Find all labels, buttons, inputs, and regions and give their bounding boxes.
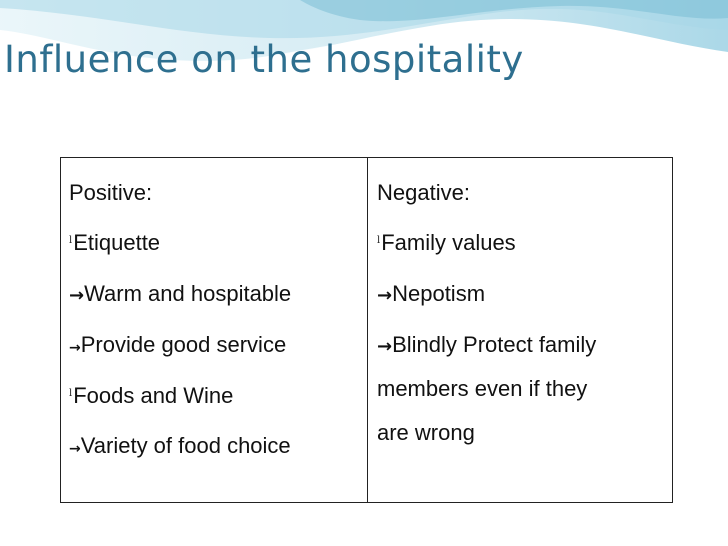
list-item bbox=[377, 332, 596, 358]
list-item-text: Etiquette bbox=[73, 230, 161, 255]
arrow-right-icon: → bbox=[69, 441, 81, 457]
list-item bbox=[377, 281, 485, 307]
list-item bbox=[69, 281, 291, 307]
bullet-glyph: l bbox=[69, 388, 73, 399]
list-item bbox=[377, 230, 516, 256]
list-item bbox=[69, 230, 160, 256]
positive-header: Positive: bbox=[69, 180, 153, 205]
list-item-text: Nepotism bbox=[392, 281, 486, 306]
slide-title: Influence on the hospitality bbox=[4, 38, 524, 81]
negative-header: Negative: bbox=[377, 180, 470, 205]
list-item-continuation: members even if they bbox=[377, 376, 588, 401]
bullet-glyph: l bbox=[377, 235, 381, 246]
list-item bbox=[69, 433, 291, 459]
negative-column bbox=[368, 158, 672, 502]
positive-column bbox=[61, 158, 368, 502]
list-item-text: Variety of food choice bbox=[80, 433, 291, 458]
bullet-glyph: l bbox=[69, 235, 73, 246]
arrow-right-icon: → bbox=[69, 340, 81, 356]
list-item-continuation: are wrong bbox=[377, 420, 475, 445]
list-item-text: Warm and hospitable bbox=[84, 281, 292, 306]
arrow-right-icon: → bbox=[69, 285, 85, 306]
list-item-text: Provide good service bbox=[80, 332, 287, 357]
list-item-text: Foods and Wine bbox=[73, 383, 234, 408]
comparison-table bbox=[60, 157, 673, 503]
list-item bbox=[69, 383, 233, 409]
list-item-text: Blindly Protect family bbox=[392, 332, 597, 357]
list-item-text: Family values bbox=[381, 230, 516, 255]
arrow-right-icon: → bbox=[377, 336, 393, 357]
arrow-right-icon: → bbox=[377, 285, 393, 306]
list-item bbox=[69, 332, 286, 358]
